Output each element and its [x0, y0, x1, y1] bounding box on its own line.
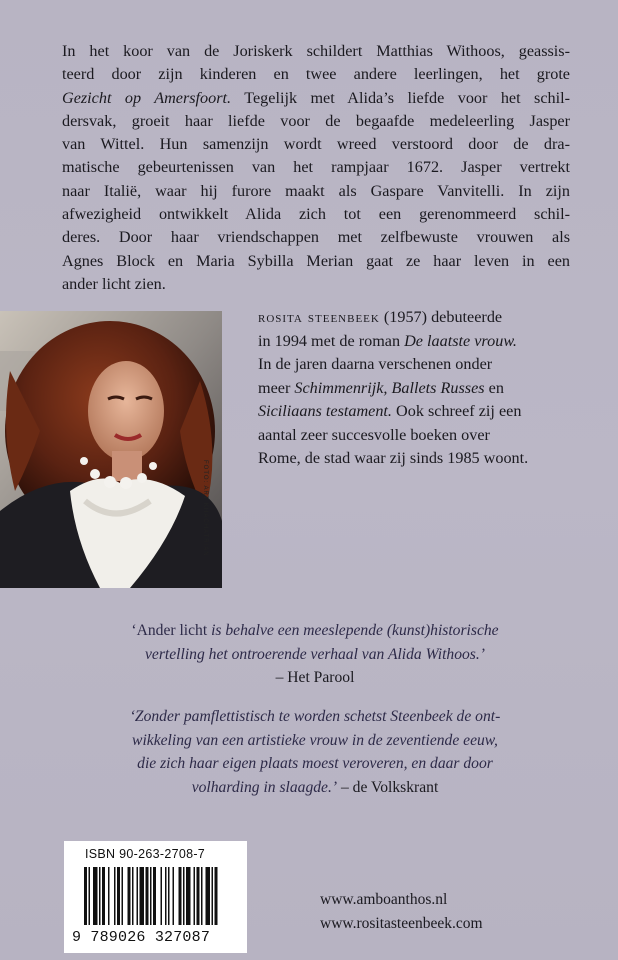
- blurb-title-italic: Gezicht op Amersfoort.: [62, 88, 232, 107]
- blurb-line-rest: Tegelijk met Alida’s liefde voor het schil-: [231, 88, 570, 107]
- review-quote-volkskrant: [60, 705, 570, 799]
- isbn-barcode: [64, 841, 247, 953]
- bio-line: [258, 330, 570, 354]
- book-title: De laatste vrouw.: [404, 331, 517, 350]
- quote-line: [60, 752, 570, 776]
- blurb-line: teerd door zijn kinderen en twee andere leerlingen, het grote: [62, 65, 570, 84]
- barcode-bar: [194, 867, 196, 925]
- quote-text-italic: is behalve een meeslepende (kunst)historische: [207, 622, 499, 639]
- quote-text-italic: volharding in slaagde.’: [191, 778, 338, 796]
- bio-line: [258, 377, 570, 401]
- blurb-line: deres. Door haar vriendschappen met zelfbewuste vrouwen als: [62, 228, 570, 247]
- barcode-bar: [179, 867, 182, 925]
- bio-line: aantal zeer succesvolle boeken over: [258, 425, 490, 444]
- blurb-line: matische gebeurtenissen van het rampjaar 1672. Jasper vertrekt: [62, 158, 570, 177]
- quote-line: [60, 776, 570, 800]
- barcode-bar: [89, 867, 91, 925]
- quote-text-italic: wikkeling van een artistieke vrouw in de zeventiende eeuw,: [132, 731, 498, 749]
- barcode-bar: [215, 867, 218, 925]
- website-links: [320, 888, 483, 936]
- book-title: Ballets Russes: [391, 378, 485, 397]
- barcode-bar: [165, 867, 167, 925]
- bio-line: In de jaren daarna verschenen onder: [258, 355, 493, 373]
- barcode-bar: [122, 867, 124, 925]
- barcode-bar: [150, 867, 152, 925]
- barcode-bar: [168, 867, 170, 925]
- bio-line: [258, 400, 570, 424]
- author-bio: [258, 306, 570, 471]
- barcode-bar: [108, 867, 110, 925]
- quote-line: [60, 643, 570, 667]
- bio-text: (1957) debuteerde: [379, 308, 503, 326]
- quote-source: – de Volkskrant: [337, 778, 439, 796]
- barcode-bar: [132, 867, 134, 925]
- url-author[interactable]: www.rositasteenbeek.com: [320, 915, 483, 932]
- blurb-line: ander licht zien.: [62, 274, 166, 293]
- barcode-bar: [102, 867, 105, 925]
- bio-line: [258, 306, 570, 330]
- quote-line: [60, 729, 570, 753]
- author-photo: [0, 311, 222, 588]
- blurb-line: naar Italië, waar hij furore maakt als Gaspare Vanvitelli. In zijn: [62, 181, 570, 200]
- author-photo-image: [0, 311, 222, 588]
- barcode-bar: [153, 867, 156, 925]
- isbn-digits: 9 789026 327087: [72, 929, 211, 946]
- barcode-bar: [161, 867, 163, 925]
- quote-text-italic: ‘Zonder pamflettistisch te worden schetst Steenbeek de ont-: [129, 708, 501, 725]
- barcode-bar: [146, 867, 149, 925]
- blurb-line: dersvak, groeit haar liefde voor de begaafde medeleerling Jasper: [62, 111, 570, 130]
- author-name: rosita steenbeek: [258, 308, 380, 326]
- quote-line: [60, 619, 570, 643]
- book-title: Siciliaans testament.: [258, 402, 392, 420]
- review-quote-parool: [60, 619, 570, 690]
- photo-credit: FOTO: ART KHACHATRIAN: [202, 460, 208, 557]
- url-publisher[interactable]: www.amboanthos.nl: [320, 891, 448, 908]
- barcode-bar: [183, 867, 185, 925]
- quote-text-italic: die zich haar eigen plaats moest veroveren, en daar door: [137, 755, 493, 772]
- barcode-bar: [117, 867, 120, 925]
- blurb-line: Agnes Block en Maria Sybilla Merian gaat ze haar leven in een: [62, 251, 570, 270]
- barcode-bar: [201, 867, 203, 925]
- barcode-bar: [99, 867, 101, 925]
- barcode-bar: [206, 867, 211, 925]
- quote-text-italic: vertelling het ontroerende verhaal van Alida Withoos.’: [145, 645, 485, 663]
- barcode-bar: [114, 867, 116, 925]
- bio-text: in 1994 met de roman: [258, 331, 405, 350]
- isbn-label: ISBN 90-263-2708-7: [85, 847, 206, 861]
- blurb-text: [62, 40, 570, 296]
- bio-line: Rome, de stad waar zij sinds 1985 woont.: [258, 449, 529, 467]
- barcode-bar: [128, 867, 131, 925]
- book-title: Schimmenrijk,: [294, 378, 388, 397]
- barcode-bar: [212, 867, 214, 925]
- barcode-bar: [173, 867, 175, 925]
- blurb-line: afwezigheid ontwikkelt Alida zich tot een gerenommeerd schil-: [62, 205, 570, 224]
- barcode-bar: [197, 867, 200, 925]
- quote-source: – Het Parool: [275, 669, 355, 686]
- bio-text: Ook schreef zij een: [391, 402, 522, 420]
- blurb-line: [62, 87, 570, 110]
- bio-text: en: [484, 378, 504, 397]
- bio-text: meer: [258, 378, 295, 397]
- barcode-bar: [84, 867, 87, 925]
- barcode-bar: [137, 867, 139, 925]
- quote-line: [60, 705, 570, 729]
- barcode-bar: [186, 867, 191, 925]
- barcode-bar: [93, 867, 98, 925]
- blurb-line: In het koor van de Joriskerk schildert Matthias Withoos, geassis-: [62, 42, 570, 60]
- barcode-bar: [140, 867, 145, 925]
- blurb-line: van Wittel. Hun samenzijn wordt wreed verstoord door de dra-: [62, 135, 570, 154]
- quote-text: ‘Ander licht: [131, 622, 208, 639]
